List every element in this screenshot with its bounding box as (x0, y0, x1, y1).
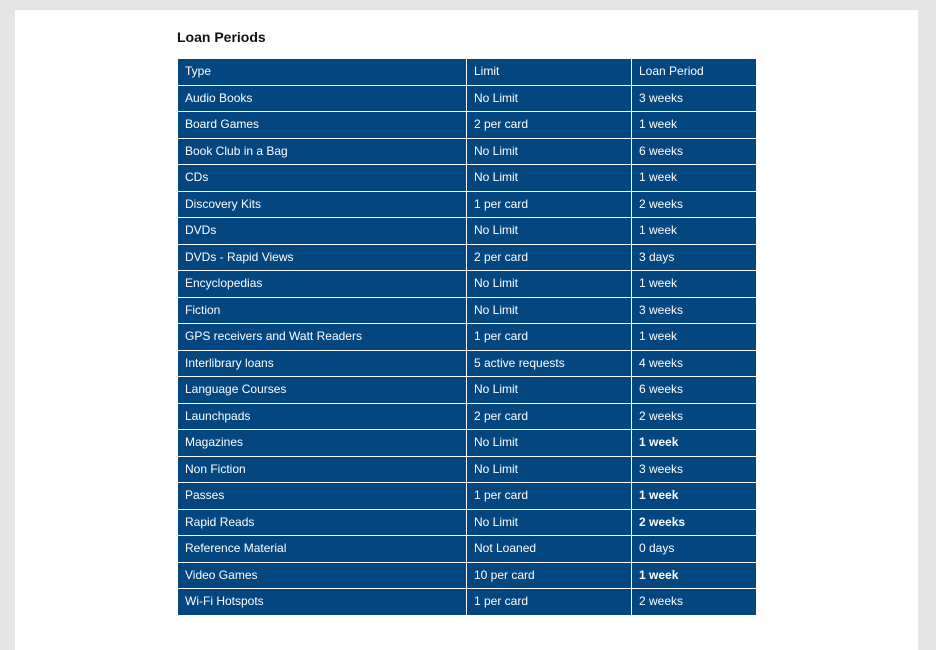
cell-type: Magazines (178, 430, 467, 457)
cell-type: Fiction (178, 297, 467, 324)
cell-loan-period: 4 weeks (632, 350, 757, 377)
cell-limit: No Limit (467, 509, 632, 536)
cell-limit: No Limit (467, 138, 632, 165)
cell-loan-period: 2 weeks (632, 509, 757, 536)
cell-limit: 1 per card (467, 324, 632, 351)
column-header-loan-period: Loan Period (632, 59, 757, 86)
cell-type: Book Club in a Bag (178, 138, 467, 165)
cell-type: Video Games (178, 562, 467, 589)
cell-loan-period: 3 weeks (632, 456, 757, 483)
cell-type: Discovery Kits (178, 191, 467, 218)
table-row (178, 165, 757, 192)
cell-type: Wi-Fi Hotspots (178, 589, 467, 616)
cell-loan-period: 2 weeks (632, 403, 757, 430)
table-row (178, 191, 757, 218)
cell-loan-period: 6 weeks (632, 377, 757, 404)
cell-type: Language Courses (178, 377, 467, 404)
cell-limit: No Limit (467, 85, 632, 112)
cell-loan-period: 0 days (632, 536, 757, 563)
column-header-limit: Limit (467, 59, 632, 86)
cell-limit: 2 per card (467, 112, 632, 139)
cell-loan-period: 1 week (632, 324, 757, 351)
cell-type: Launchpads (178, 403, 467, 430)
table-row (178, 456, 757, 483)
cell-type: GPS receivers and Watt Readers (178, 324, 467, 351)
cell-limit: No Limit (467, 456, 632, 483)
cell-type: Audio Books (178, 85, 467, 112)
cell-loan-period: 2 weeks (632, 589, 757, 616)
table-row (178, 483, 757, 510)
cell-type: Non Fiction (178, 456, 467, 483)
cell-loan-period: 1 week (632, 112, 757, 139)
cell-loan-period: 1 week (632, 430, 757, 457)
cell-type: DVDs - Rapid Views (178, 244, 467, 271)
table-row (178, 138, 757, 165)
cell-limit: No Limit (467, 377, 632, 404)
cell-loan-period: 1 week (632, 218, 757, 245)
cell-loan-period: 3 weeks (632, 85, 757, 112)
cell-limit: No Limit (467, 165, 632, 192)
cell-type: Reference Material (178, 536, 467, 563)
cell-limit: 1 per card (467, 589, 632, 616)
table-row (178, 218, 757, 245)
table-row (178, 377, 757, 404)
table-row (178, 350, 757, 377)
table-row (178, 430, 757, 457)
table-row (178, 509, 757, 536)
table-row (178, 562, 757, 589)
content-card (15, 10, 918, 650)
cell-loan-period: 6 weeks (632, 138, 757, 165)
cell-loan-period: 1 week (632, 271, 757, 298)
table-row (178, 403, 757, 430)
cell-limit: 1 per card (467, 483, 632, 510)
cell-limit: No Limit (467, 297, 632, 324)
cell-limit: 2 per card (467, 403, 632, 430)
cell-loan-period: 2 weeks (632, 191, 757, 218)
cell-type: Passes (178, 483, 467, 510)
table-row (178, 271, 757, 298)
cell-loan-period: 3 days (632, 244, 757, 271)
cell-loan-period: 1 week (632, 165, 757, 192)
table-row (178, 589, 757, 616)
table-row (178, 324, 757, 351)
cell-limit: No Limit (467, 218, 632, 245)
cell-type: DVDs (178, 218, 467, 245)
table-header-row (178, 59, 757, 86)
page-title: Loan Periods (177, 29, 266, 45)
loan-periods-table (177, 58, 757, 616)
table-row (178, 536, 757, 563)
column-header-type: Type (178, 59, 467, 86)
cell-type: Board Games (178, 112, 467, 139)
table-row (178, 112, 757, 139)
cell-loan-period: 1 week (632, 483, 757, 510)
cell-type: Rapid Reads (178, 509, 467, 536)
cell-limit: Not Loaned (467, 536, 632, 563)
cell-loan-period: 3 weeks (632, 297, 757, 324)
cell-type: Interlibrary loans (178, 350, 467, 377)
cell-limit: 2 per card (467, 244, 632, 271)
cell-limit: No Limit (467, 430, 632, 457)
cell-limit: No Limit (467, 271, 632, 298)
cell-limit: 1 per card (467, 191, 632, 218)
table-row (178, 297, 757, 324)
table-body (178, 85, 757, 615)
cell-limit: 5 active requests (467, 350, 632, 377)
cell-limit: 10 per card (467, 562, 632, 589)
table-row (178, 85, 757, 112)
cell-type: CDs (178, 165, 467, 192)
cell-type: Encyclopedias (178, 271, 467, 298)
table-row (178, 244, 757, 271)
cell-loan-period: 1 week (632, 562, 757, 589)
